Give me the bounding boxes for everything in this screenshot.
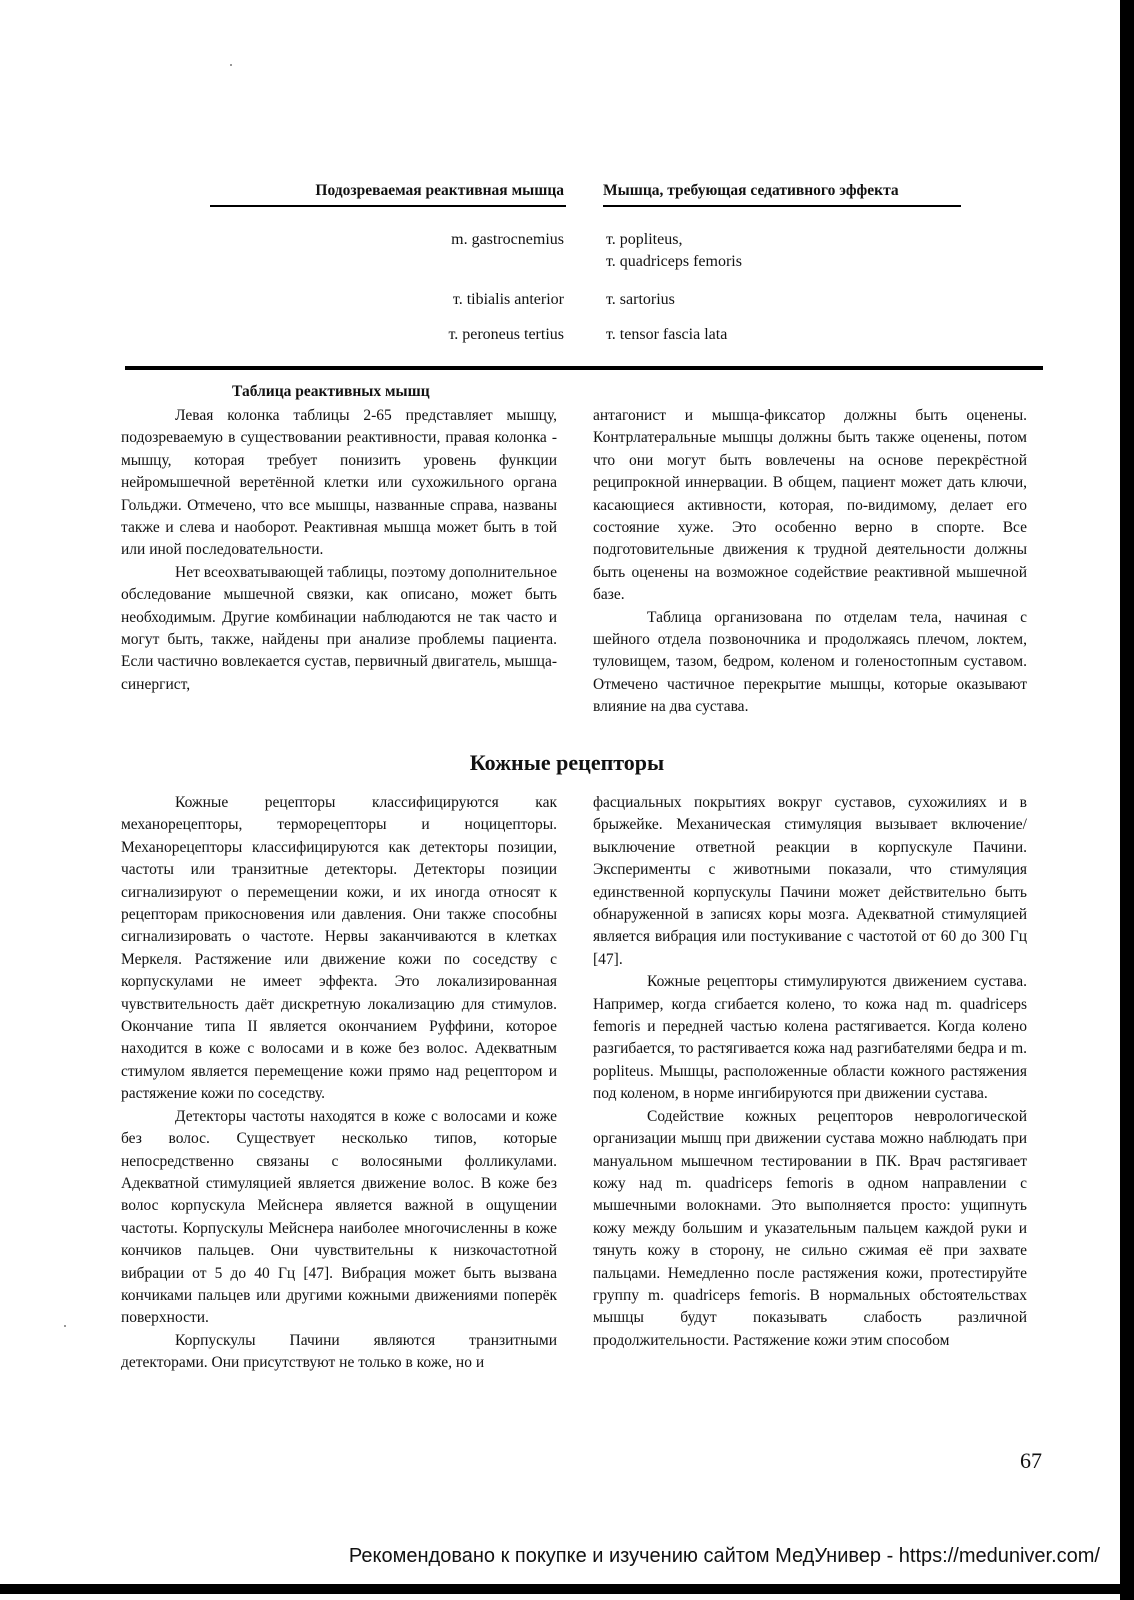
- table-header-rule: [210, 205, 566, 207]
- paragraph: Кожные рецепторы классифицируются как механорецепторы, терморецепторы и ноцицепторы. Механорецепторы классифицируются как детекторы позиции, частоты или транзитные детекторы. Детекторы позиции сигнализируют о перемещении кожи, и их иногда относят к рецепторам прикосновения или давления. Они также способны сигнализировать о частоте. Нервы заканчиваются в клетках Меркеля. Растяжение или движение кожи по соседству с корпускулами не имеет эффекта. Это локализированная чувствительность даёт дискретную локализацию для стимулов. Окончание типа II является окончанием Руффини, которое находится в коже с волосами и в коже без волос. Адекватным стимулом является перемещение кожи прямо над рецептором и растяжение кожи по соседству.: [121, 794, 557, 1103]
- footer-recommendation: Рекомендовано к покупке и изучению сайтом МедУнивер - https://meduniver.com/: [348, 1545, 1100, 1567]
- table-cell-right: т. tensor fascia lata: [606, 326, 728, 343]
- table-cell-right: т. popliteus,: [606, 231, 683, 248]
- scan-speck: [64, 1325, 66, 1327]
- table-caption: Таблица реактивных мышц: [232, 383, 430, 400]
- table-cell-left: т. peroneus tertius: [448, 326, 564, 343]
- text-column-left: [121, 792, 557, 1375]
- paragraph: Левая колонка таблицы 2-65 представляет мышцу, подозреваемую в существовании реактивности, правая колонка - мышцу, которая требует понизить уровень функции нейромышечной веретённой клетки или сухожильного органа Гольджи. Отмечено, что все мышцы, названные справа, названы также и слева и наоборот. Реактивная мышца может быть в той или иной последовательности.: [121, 407, 557, 559]
- table-cell-left: т. tibialis anterior: [452, 291, 564, 308]
- paragraph: Корпускулы Пачини являются транзитными детекторами. Они присутствуют не только в коже, но и: [121, 1331, 557, 1372]
- text-column-right: [593, 405, 1027, 719]
- table-cell-right: т. sartorius: [606, 291, 675, 308]
- page-number: 67: [1020, 1448, 1042, 1473]
- section-heading: Кожные рецепторы: [469, 750, 665, 775]
- table-header-rule: [603, 205, 961, 207]
- paragraph: фасциальных покрытиях вокруг суставов, сухожилиях и в брыжейке. Механическая стимуляция вызывает включение/выключение ответной реакции в корпускуле Пачини. Эксперименты с животными показали, что стимуляция единственной корпускулы Пачини может действительно быть обнаруженной в записях коры мозга. Адекватной стимуляцией является вибрация или постукивание с частотой от 60 до 300 Гц [47].: [593, 794, 1027, 968]
- paragraph: Содействие кожных рецепторов неврологической организации мышц при движении сустава можно наблюдать при мануальном мышечном тестировании в ПК. Врач растягивает кожу над m. quadriceps femoris в одном направлении с мышечными волокнами. Это выполняется просто: ущипнуть кожу между большим и указательным пальцем каждой руки и тянуть кожу в сторону, не сильно сжимая её при захвате пальцами. Немедленно после растяжения кожи, протестируйте группу m. quadriceps femoris. В нормальных обстоятельствах мышцы будут показывать слабость различной продолжительности. Растяжение кожи этим способом: [593, 1107, 1027, 1349]
- table-bottom-rule: [125, 366, 1043, 370]
- paragraph: антагонист и мышца-фиксатор должны быть оценены. Контрлатеральные мышцы должны быть также оценены, потом что они могут быть вовлечены на основе перекрёстной реципрокной иннервации. В общем, пациент может дать ключи, касающиеся активности, которая, по-видимому, делает его состояние хуже. Это особенно верно в спорте. Все подготовительные движения к трудной деятельности должны быть оценены на возможное содействие реактивной мышечной базе.: [593, 407, 1027, 604]
- table-cell-right: т. quadriceps femoris: [606, 253, 742, 270]
- paragraph: Кожные рецепторы стимулируются движением сустава. Например, когда сгибается колено, то кожа над m. quadriceps femoris и передней частью колена растягивается. Когда колено разгибается, то растягивается кожа над разгибателями бедра и m. popliteus. Мышцы, расположенные области кожного растяжения под коленом, в норме ингибируются при движении сустава.: [593, 973, 1027, 1103]
- table-header-right: Мышца, требующая седативного эффекта: [603, 182, 899, 199]
- table-header-left: Подозреваемая реактивная мышца: [315, 182, 564, 199]
- text-column-left: [121, 405, 557, 696]
- paragraph: Нет всеохватывающей таблицы, поэтому дополнительное обследование мышечной связки, как описано, может быть необходимым. Другие комбинации наблюдаются не так часто и могут быть, также, найдены при анализе проблемы пациента. Если частично вовлекается сустав, первичный двигатель, мышца-синергист,: [121, 563, 557, 693]
- scan-edge-bottom: [0, 1584, 1124, 1594]
- paragraph: Детекторы частоты находятся в коже с волосами и коже без волос. Существует несколько типов, которые непосредственно связаны с волосяными фолликулами. Адекватной стимуляцией является движение волос. В коже без волос корпускула Мейснера является важной в ощущении частоты. Корпускулы Мейснера наиболее многочисленны в коже кончиков пальцев. Они чувствительны к низкочастотной вибрации от 5 до 40 Гц [47]. Вибрация может быть вызвана кончиками пальцев или другими кожными движениями поперёк поверхности.: [121, 1107, 557, 1327]
- scan-speck: [230, 64, 232, 66]
- table-cell-left: m. gastrocnemius: [451, 231, 564, 248]
- scan-edge-right: [1120, 0, 1134, 1600]
- text-column-right: [593, 792, 1027, 1352]
- paragraph: Таблица организована по отделам тела, начиная с шейного отдела позвоночника и продолжаясь плечом, локтем, туловищем, тазом, бедром, коленом и голеностопным суставом. Отмечено частичное перекрытие мышцы, которые оказывают влияние на два сустава.: [593, 608, 1027, 716]
